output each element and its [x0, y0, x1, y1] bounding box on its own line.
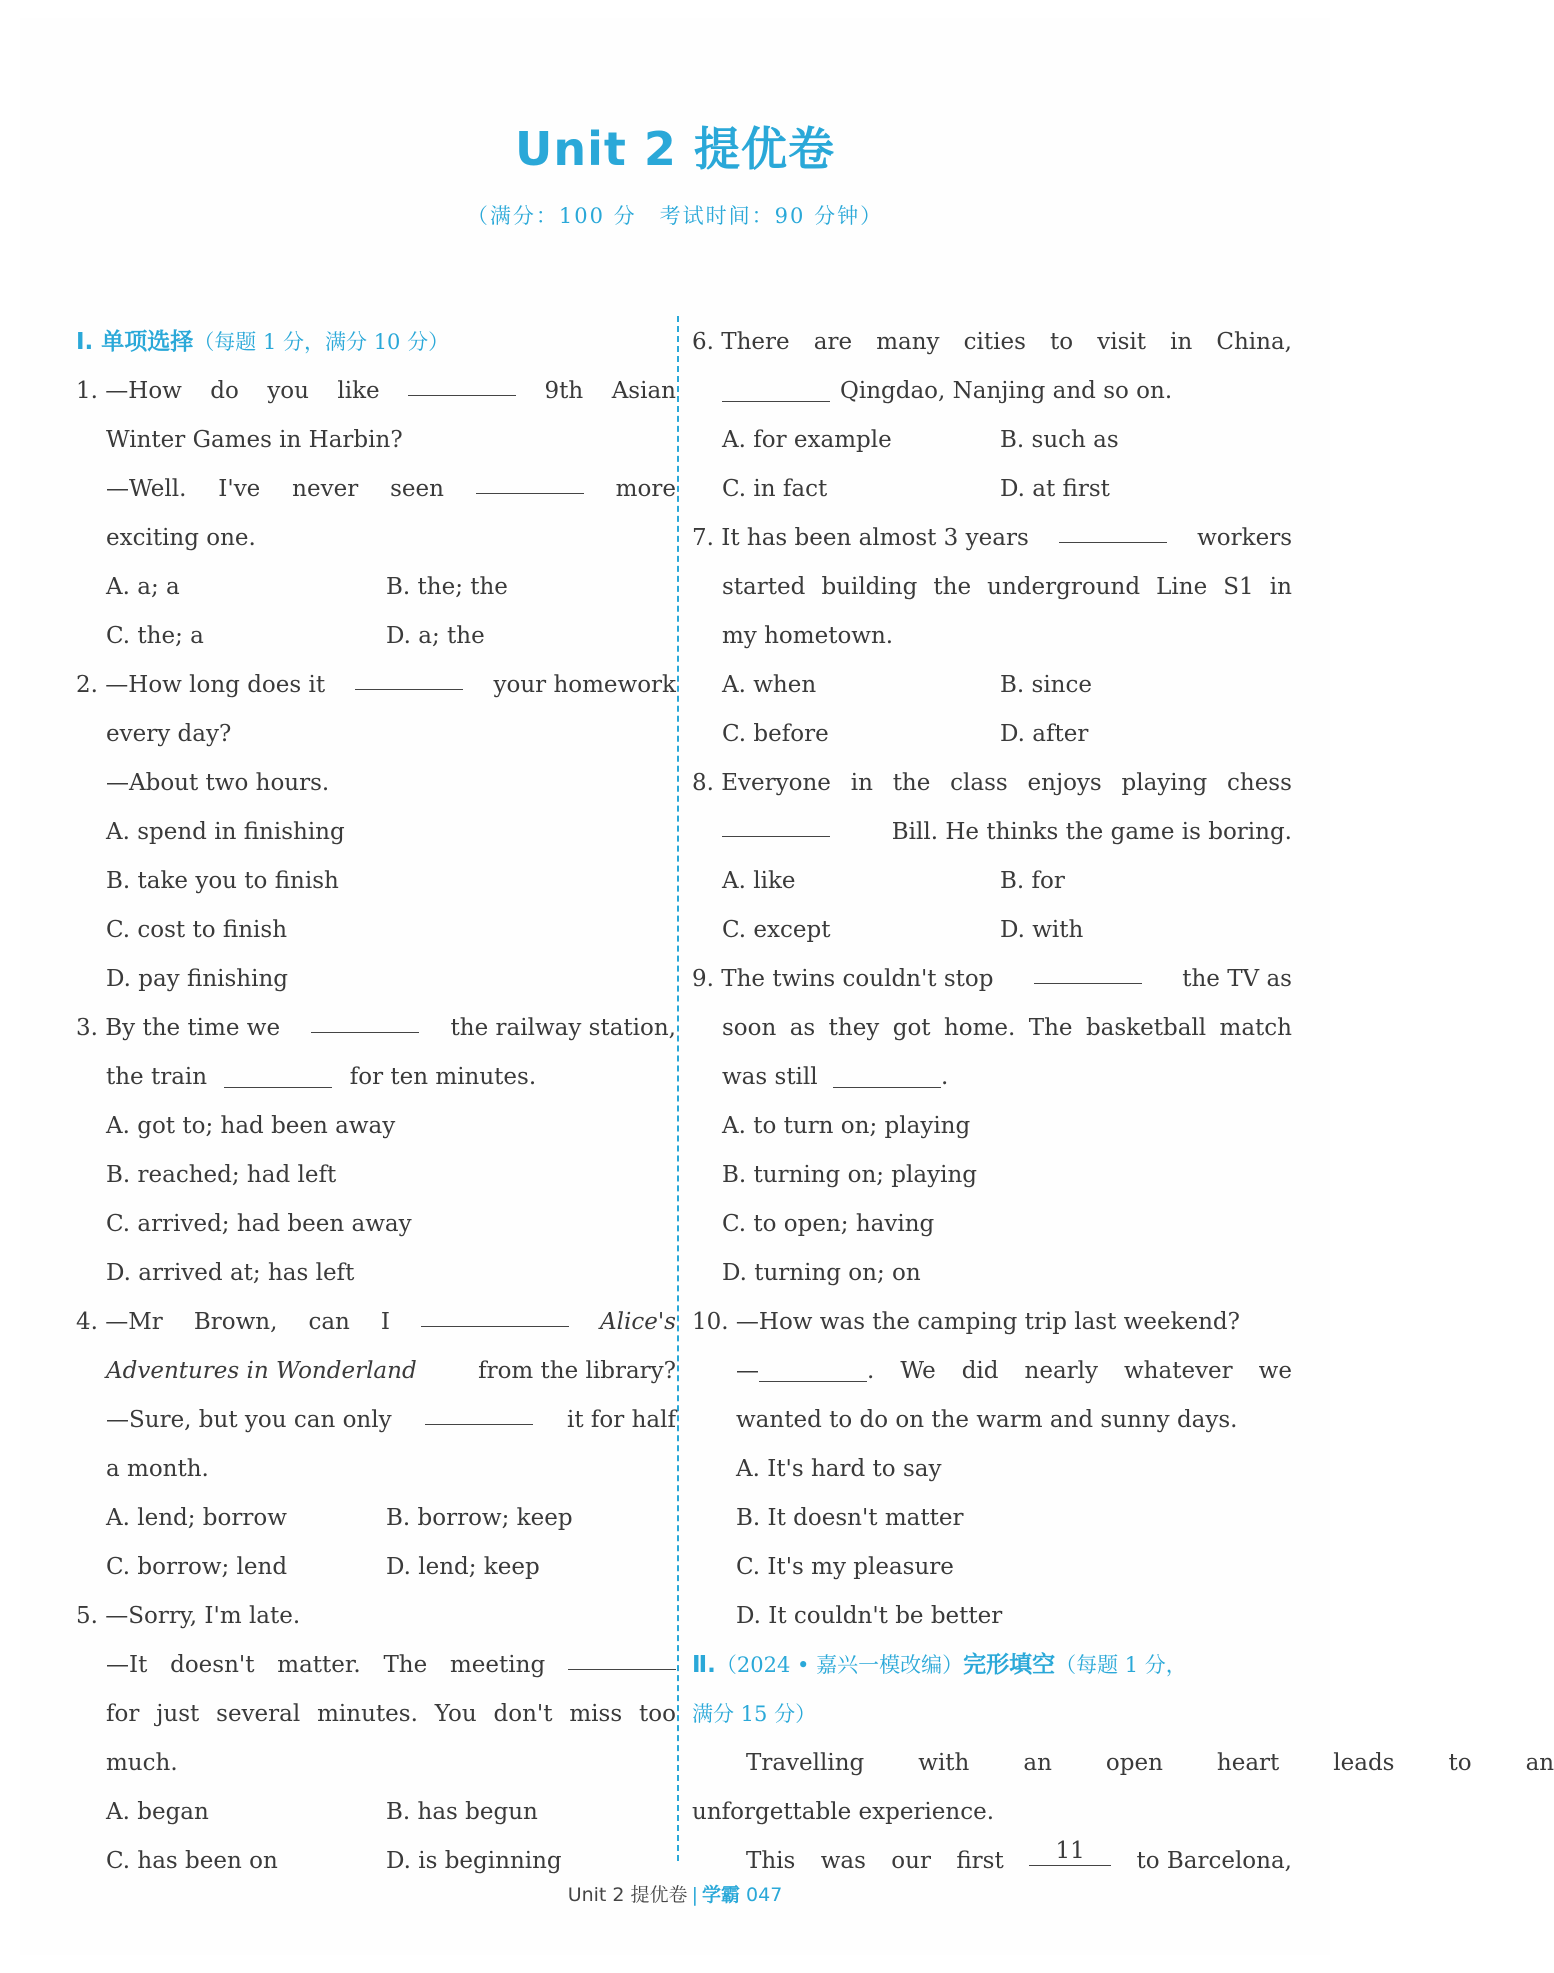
section2-heading: Ⅱ.（2024 • 嘉兴一模改编）完形填空（每题 1 分， — [692, 1652, 1187, 1678]
q3-blank2[interactable] — [224, 1059, 332, 1088]
page-footer — [20, 1880, 1330, 1907]
q2-line1: 2. —How long does it your homework — [76, 661, 676, 710]
q4-option-c[interactable]: C. borrow; lend — [106, 1554, 288, 1580]
q5-option-a[interactable]: A. began — [106, 1799, 209, 1825]
q3-line2: the train for ten minutes. — [76, 1053, 676, 1102]
q1-line2: Winter Games in Harbin? — [106, 427, 403, 453]
footer-separator: | — [691, 1884, 698, 1906]
q7-options-row2 — [692, 710, 1292, 759]
q2-line2: every day? — [106, 721, 232, 747]
q1-option-b[interactable]: B. the; the — [386, 574, 508, 600]
q4-option-d[interactable]: D. lend; keep — [386, 1554, 540, 1580]
q2-option-c[interactable]: C. cost to finish — [106, 917, 288, 943]
q7-option-d[interactable]: D. after — [1000, 721, 1089, 747]
q9-line2: soon as they got home. The basketball match — [722, 1015, 1292, 1041]
q5-line3: for just several minutes. You don't miss too — [106, 1701, 676, 1727]
q9-option-d[interactable]: D. turning on; on — [722, 1260, 921, 1286]
q8-options-row2 — [692, 906, 1292, 955]
footer-unit: Unit 2 提优卷 — [567, 1884, 688, 1906]
q5-line2: —It doesn't matter. The meeting — [76, 1641, 676, 1690]
q2-blank[interactable] — [355, 661, 463, 690]
q4-blank2[interactable] — [425, 1396, 533, 1425]
q9-option-a[interactable]: A. to turn on; playing — [722, 1113, 971, 1139]
q8-line1: 8. Everyone in the class enjoys playing chess — [692, 770, 1292, 796]
q4-line1: 4. —Mr Brown, can I Alice's — [76, 1298, 676, 1347]
q1-blank1[interactable] — [408, 367, 516, 396]
q2-option-a[interactable]: A. spend in finishing — [106, 819, 345, 845]
blank-11[interactable]: 11 — [1029, 1837, 1111, 1866]
q6-blank[interactable] — [722, 373, 830, 402]
q6-options-row1 — [692, 416, 1292, 465]
q7-line2: started building the underground Line S1 in — [722, 574, 1292, 600]
q8-blank[interactable] — [722, 808, 830, 837]
q6-option-b[interactable]: B. such as — [1000, 427, 1119, 453]
q4-options-row2 — [76, 1543, 676, 1592]
q6-option-c[interactable]: C. in fact — [722, 476, 828, 502]
q10-blank[interactable] — [759, 1353, 867, 1382]
q4-line4: a month. — [106, 1456, 209, 1482]
q5-line4: much. — [106, 1750, 178, 1776]
q7-options-row1 — [692, 661, 1292, 710]
q5-options-row1 — [76, 1788, 676, 1837]
q5-option-c[interactable]: C. has been on — [106, 1848, 278, 1874]
passage-line3: This was our first 11 to Barcelona, — [746, 1838, 1292, 1874]
q4-line2: Adventures in Wonderland from the library? — [106, 1358, 676, 1384]
q1-option-a[interactable]: A. a; a — [106, 574, 180, 600]
q7-option-b[interactable]: B. since — [1000, 672, 1092, 698]
q7-option-c[interactable]: C. before — [722, 721, 829, 747]
passage-line1: Travelling with an open heart leads to an — [746, 1750, 1554, 1776]
q3-option-a[interactable]: A. got to; had been away — [106, 1113, 396, 1139]
q5-line1: 5. —Sorry, I'm late. — [76, 1603, 301, 1629]
q7-line1: 7. It has been almost 3 years workers — [692, 514, 1292, 563]
q5-options-row2 — [76, 1837, 676, 1886]
q10-option-a[interactable]: A. It's hard to say — [736, 1456, 942, 1482]
q7-option-a[interactable]: A. when — [722, 672, 817, 698]
q4-line3: —Sure, but you can only it for half — [76, 1396, 676, 1445]
q3-line1: 3. By the time we the railway station, — [76, 1004, 676, 1053]
q1-options-row1 — [76, 563, 676, 612]
q10-option-c[interactable]: C. It's my pleasure — [736, 1554, 954, 1580]
q10-line3: wanted to do on the warm and sunny days. — [736, 1407, 1238, 1433]
q9-blank2[interactable] — [833, 1059, 941, 1088]
q9-blank1[interactable] — [1034, 955, 1142, 984]
q1-line1: 1. —How do you like 9th Asian — [76, 367, 676, 416]
q8-option-d[interactable]: D. with — [1000, 917, 1084, 943]
q1-options-row2 — [76, 612, 676, 661]
q8-line2: Bill. He thinks the game is boring. — [692, 808, 1292, 857]
q3-option-b[interactable]: B. reached; had left — [106, 1162, 337, 1188]
q8-option-c[interactable]: C. except — [722, 917, 831, 943]
page-title: Unit 2 提优卷 — [515, 122, 835, 176]
q3-blank1[interactable] — [311, 1004, 419, 1033]
passage-line2: unforgettable experience. — [692, 1799, 995, 1825]
q6-option-d[interactable]: D. at first — [1000, 476, 1110, 502]
q9-line1: 9. The twins couldn't stop the TV as — [692, 955, 1292, 1004]
q3-option-c[interactable]: C. arrived; had been away — [106, 1211, 412, 1237]
q8-option-a[interactable]: A. like — [722, 868, 796, 894]
page-subtitle: （满分：100 分 考试时间：90 分钟） — [466, 204, 884, 228]
q4-option-a[interactable]: A. lend; borrow — [106, 1505, 287, 1531]
q1-line4: exciting one. — [106, 525, 256, 551]
footer-brand: 学霸 — [701, 1884, 740, 1906]
q2-line3: —About two hours. — [106, 770, 330, 796]
q1-option-c[interactable]: C. the; a — [106, 623, 204, 649]
q7-blank[interactable] — [1059, 514, 1167, 543]
q2-option-d[interactable]: D. pay finishing — [106, 966, 289, 992]
q9-option-c[interactable]: C. to open; having — [722, 1211, 935, 1237]
q5-option-d[interactable]: D. is beginning — [386, 1848, 562, 1874]
q6-line2: Qingdao, Nanjing and so on. — [692, 367, 1292, 416]
q4-option-b[interactable]: B. borrow; keep — [386, 1505, 573, 1531]
right-column — [692, 318, 1554, 1886]
q6-line1: 6. There are many cities to visit in China, — [692, 329, 1292, 355]
q3-option-d[interactable]: D. arrived at; has left — [106, 1260, 355, 1286]
q10-option-d[interactable]: D. It couldn't be better — [736, 1603, 1003, 1629]
q10-option-b[interactable]: B. It doesn't matter — [736, 1505, 964, 1531]
column-divider — [677, 316, 679, 1861]
left-column — [76, 318, 676, 1886]
q9-option-b[interactable]: B. turning on; playing — [722, 1162, 977, 1188]
q4-options-row1 — [76, 1494, 676, 1543]
q7-line3: my hometown. — [722, 623, 894, 649]
q1-blank2[interactable] — [476, 465, 584, 494]
q8-options-row1 — [692, 857, 1292, 906]
section1-heading: Ⅰ. 单项选择（每题 1 分，满分 10 分） — [76, 329, 450, 355]
q6-options-row2 — [692, 465, 1292, 514]
q6-option-a[interactable]: A. for example — [722, 427, 892, 453]
q8-option-b[interactable]: B. for — [1000, 868, 1065, 894]
q1-option-d[interactable]: D. a; the — [386, 623, 485, 649]
q5-option-b[interactable]: B. has begun — [386, 1799, 538, 1825]
q1-line3: —Well. I've never seen more — [76, 465, 676, 514]
q10-line1: 10. —How was the camping trip last weekend? — [692, 1309, 1240, 1335]
exam-page — [20, 18, 1554, 1955]
page-number: 047 — [746, 1884, 783, 1906]
q2-option-b[interactable]: B. take you to finish — [106, 868, 339, 894]
q4-blank1[interactable] — [421, 1298, 569, 1327]
q5-blank[interactable] — [568, 1641, 676, 1670]
q9-line3: was still . — [692, 1053, 1292, 1102]
q10-line2: — . We did nearly whatever we — [692, 1347, 1292, 1396]
section2-heading-cont: 满分 15 分） — [692, 1702, 817, 1726]
